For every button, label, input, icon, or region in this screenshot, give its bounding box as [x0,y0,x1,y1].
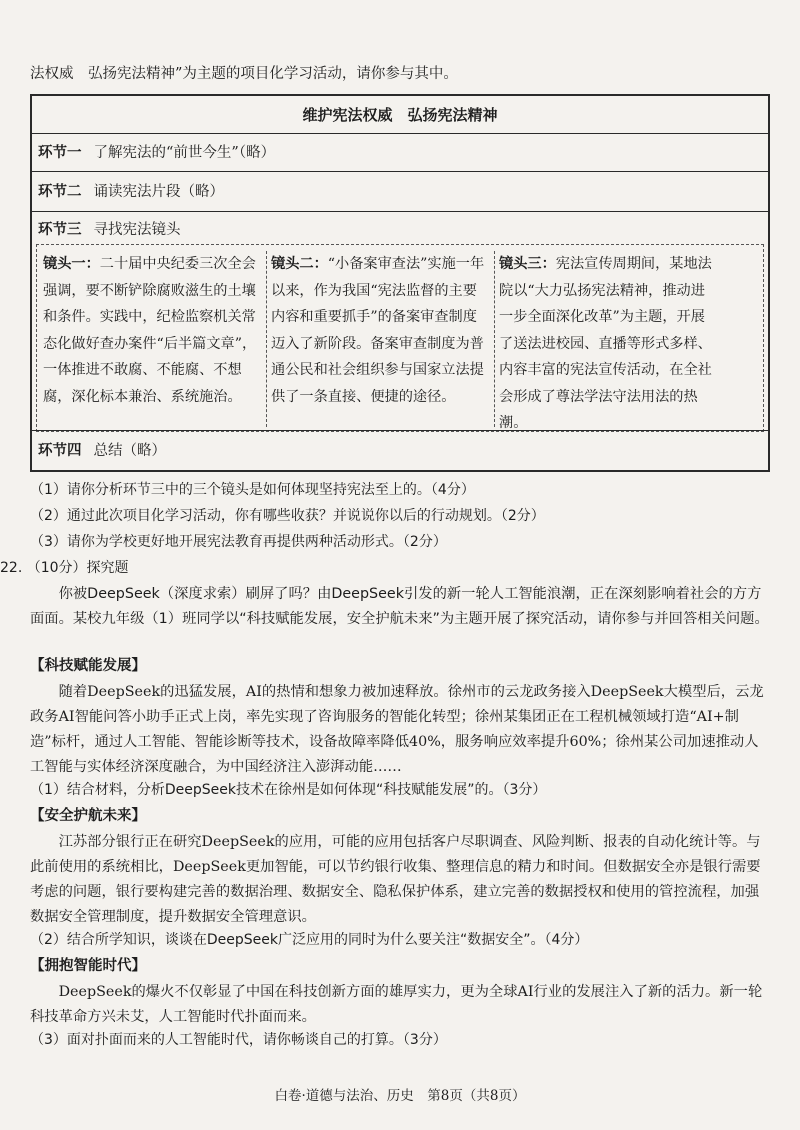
shot-3-label: 镜头三： [499,256,556,272]
q22-number: 22. [0,560,23,576]
q21-3: （3）请你为学校更好地开展宪法教育再提供两种活动形式。（2分） [30,534,447,550]
step-3-label: 环节三 [38,221,82,238]
step-1-text: 了解宪法的“前世今生”（略） [93,145,276,161]
q22-heading: （10分）探究题 [26,560,129,576]
section-3-text: DeepSeek的爆火不仅彰显了中国在科技创新方面的雄厚实力，更为全球AI行业的发展注入了新的活力。新一轮科技革命方兴未艾，人工智能时代扑面而来。 [30,984,763,1025]
intro-text: 法权威 弘扬宪法精神”为主题的项目化学习活动，请你参与其中。 [30,66,458,82]
step-4-text: 总结（略） [93,443,166,459]
shot-2 [267,251,495,427]
step-4-label: 环节四 [38,442,82,459]
step-3-text: 寻找宪法镜头 [93,222,181,238]
shot-3-text: 宪法宣传周期间，某地法院以“大力弘扬宪法精神，推动进一步全面深化改革”为主题，开展了送法进校园、直播等形式多样、内容丰富的宪法宣传活动，在全社会形成了尊法学法守法用法的热潮。 [499,256,712,431]
step-3-row [32,212,768,524]
shot-3 [495,251,721,431]
step-2-row [32,172,768,212]
shot-2-text: “小备案审查法”实施一年以来，作为我国“宪法监督的主要内容和重要抓手”的备案审查制度迈入了新阶段。备案审查制度为普通公民和社会组织参与国家立法提供了一条直接、便捷的途径。 [271,256,485,405]
q21-2: （2）通过此次项目化学习活动，你有哪些收获？并说说你以后的行动规划。（2分） [30,508,545,524]
step-1-label: 环节一 [38,144,82,161]
section-1-text: 随着DeepSeek的迅猛发展，AI的热情和想象力被加速释放。徐州市的云龙政务接入DeepSeek大模型后，云龙政务AI智能问答小助手正式上岗，率先实现了咨询服务的智能化转型；徐州某集团正在工程机械领域打造“AI+制造”标杆，通过人工智能、智能诊断等技术，设备故障率降低40%，服务响应效率提升60%；徐州某公司加速推动人工智能与实体经济深度融合，为中国经济注入澎湃动能…… [30,684,764,775]
q22-3: （3）面对扑面而来的人工智能时代，请你畅谈自己的打算。（3分） [30,1032,447,1048]
shot-2-label: 镜头二： [271,256,328,272]
q22-intro: 你被DeepSeek（深度求索）刷屏了吗？由DeepSeek引发的新一轮人工智能浪潮，正在深刻影响着社会的方方面面。某校九年级（1）班同学以“科技赋能发展，安全护航未来”为主题开展了探究活动，请你参与并回答相关问题。 [30,586,769,627]
q22-header [0,558,129,578]
step-2-label: 环节二 [38,183,82,200]
section-2-text: 江苏部分银行正在研究DeepSeek的应用，可能的应用包括客户尽职调查、风险判断、报表的自动化统计等。与此前使用的系统相比，DeepSeek更加智能，可以节约银行收集、整理信息的精力和时间。但数据安全亦是银行需要考虑的问题，银行要构建完善的数据治理、数据安全、隐私保护体系，建立完善的数据授权和使用的管控流程，加强数据安全管理制度，提升数据安全管理意识。 [30,834,761,925]
step-3-heading [38,220,181,240]
shot-1-text: 二十届中央纪委三次全会强调，要不断铲除腐败滋生的土壤和条件。实践中，纪检监察机关常态化做好查办案件“后半篇文章”，一体推进不敢腐、不能腐、不想腐，深化标本兼治、系统施治。 [43,256,257,405]
step-2-text: 诵读宪法片段（略） [93,184,224,200]
activity-table [30,94,770,472]
step-1-row [32,134,768,172]
section-2-title: 【安全护航未来】 [30,808,146,824]
q22-2: （2）结合所学知识，谈谈在DeepSeek广泛应用的同时为什么要关注“数据安全”。（4分） [30,932,589,948]
q21-1: （1）请你分析环节三中的三个镜头是如何体现坚持宪法至上的。（4分） [30,482,475,498]
step-4-row [32,430,768,470]
shots-box [36,244,764,432]
q22-1: （1）结合材料，分析DeepSeek技术在徐州是如何体现“科技赋能发展”的。（3分） [30,782,547,798]
shot-1 [39,251,267,427]
shot-1-label: 镜头一： [43,256,100,272]
section-1-title: 【科技赋能发展】 [30,658,146,674]
page-footer: 白卷·道德与法治、历史 第8页（共8页） [274,1088,526,1104]
section-3-title: 【拥抱智能时代】 [30,958,146,974]
table-title: 维护宪法权威 弘扬宪法精神 [32,96,768,134]
